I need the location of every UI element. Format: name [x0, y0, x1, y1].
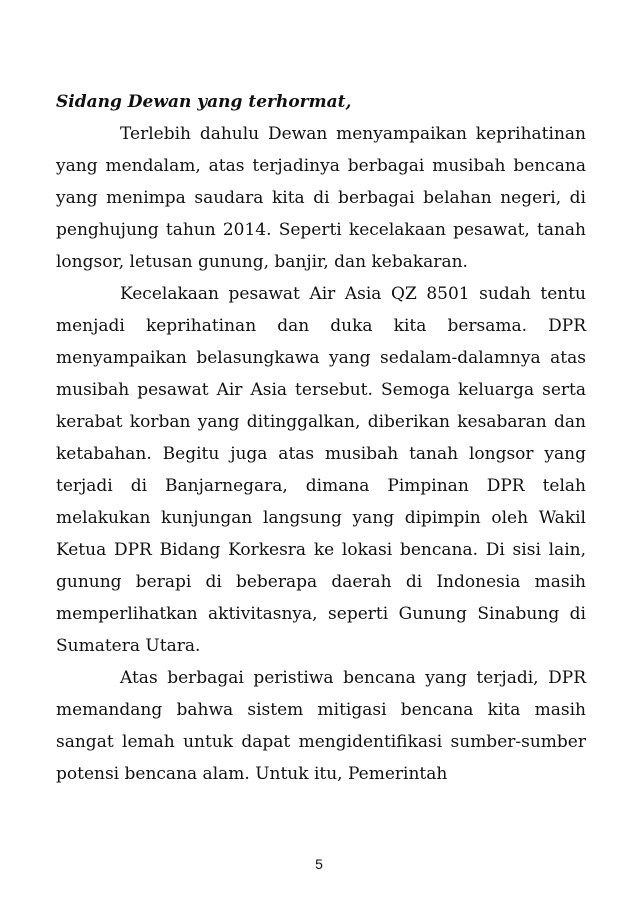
paragraph-3: Atas berbagai peristiwa bencana yang terjadi, DPR memandang bahwa sistem mitigasi bencana kita masih sangat lemah untuk dapat mengidentifikasi sumber-sumber potensi bencana alam. Untuk itu, Pemerintah [56, 668, 586, 784]
paragraph-2: Kecelakaan pesawat Air Asia QZ 8501 sudah tentu menjadi keprihatinan dan duka kita bersama. DPR menyampaikan belasungkawa yang sedalam-dalamnya atas musibah pesawat Air Asia tersebut. Semoga keluarga serta kerabat korban yang ditinggalkan, diberikan kesabaran dan ketabahan. Begitu juga atas musibah tanah longsor yang terjadi di Banjarnegara, dimana Pimpinan DPR telah melakukan kunjungan langsung yang dipimpin oleh Wakil Ketua DPR Bidang Korkesra ke lokasi bencana. Di sisi lain, gunung berapi di beberapa daerah di Indonesia masih memperlihatkan aktivitasnya, seperti Gunung Sinabung di Sumatera Utara. [56, 284, 586, 656]
paragraph-1: Terlebih dahulu Dewan menyampaikan keprihatinan yang mendalam, atas terjadinya berbagai musibah bencana yang menimpa saudara kita di berbagai belahan negeri, di penghujung tahun 2014. Seperti kecelakaan pesawat, tanah longsor, letusan gunung, banjir, dan kebakaran. [56, 124, 586, 272]
section-heading: Sidang Dewan yang terhormat, [56, 92, 352, 112]
body-text [56, 86, 586, 790]
page-number: 5 [315, 856, 323, 872]
